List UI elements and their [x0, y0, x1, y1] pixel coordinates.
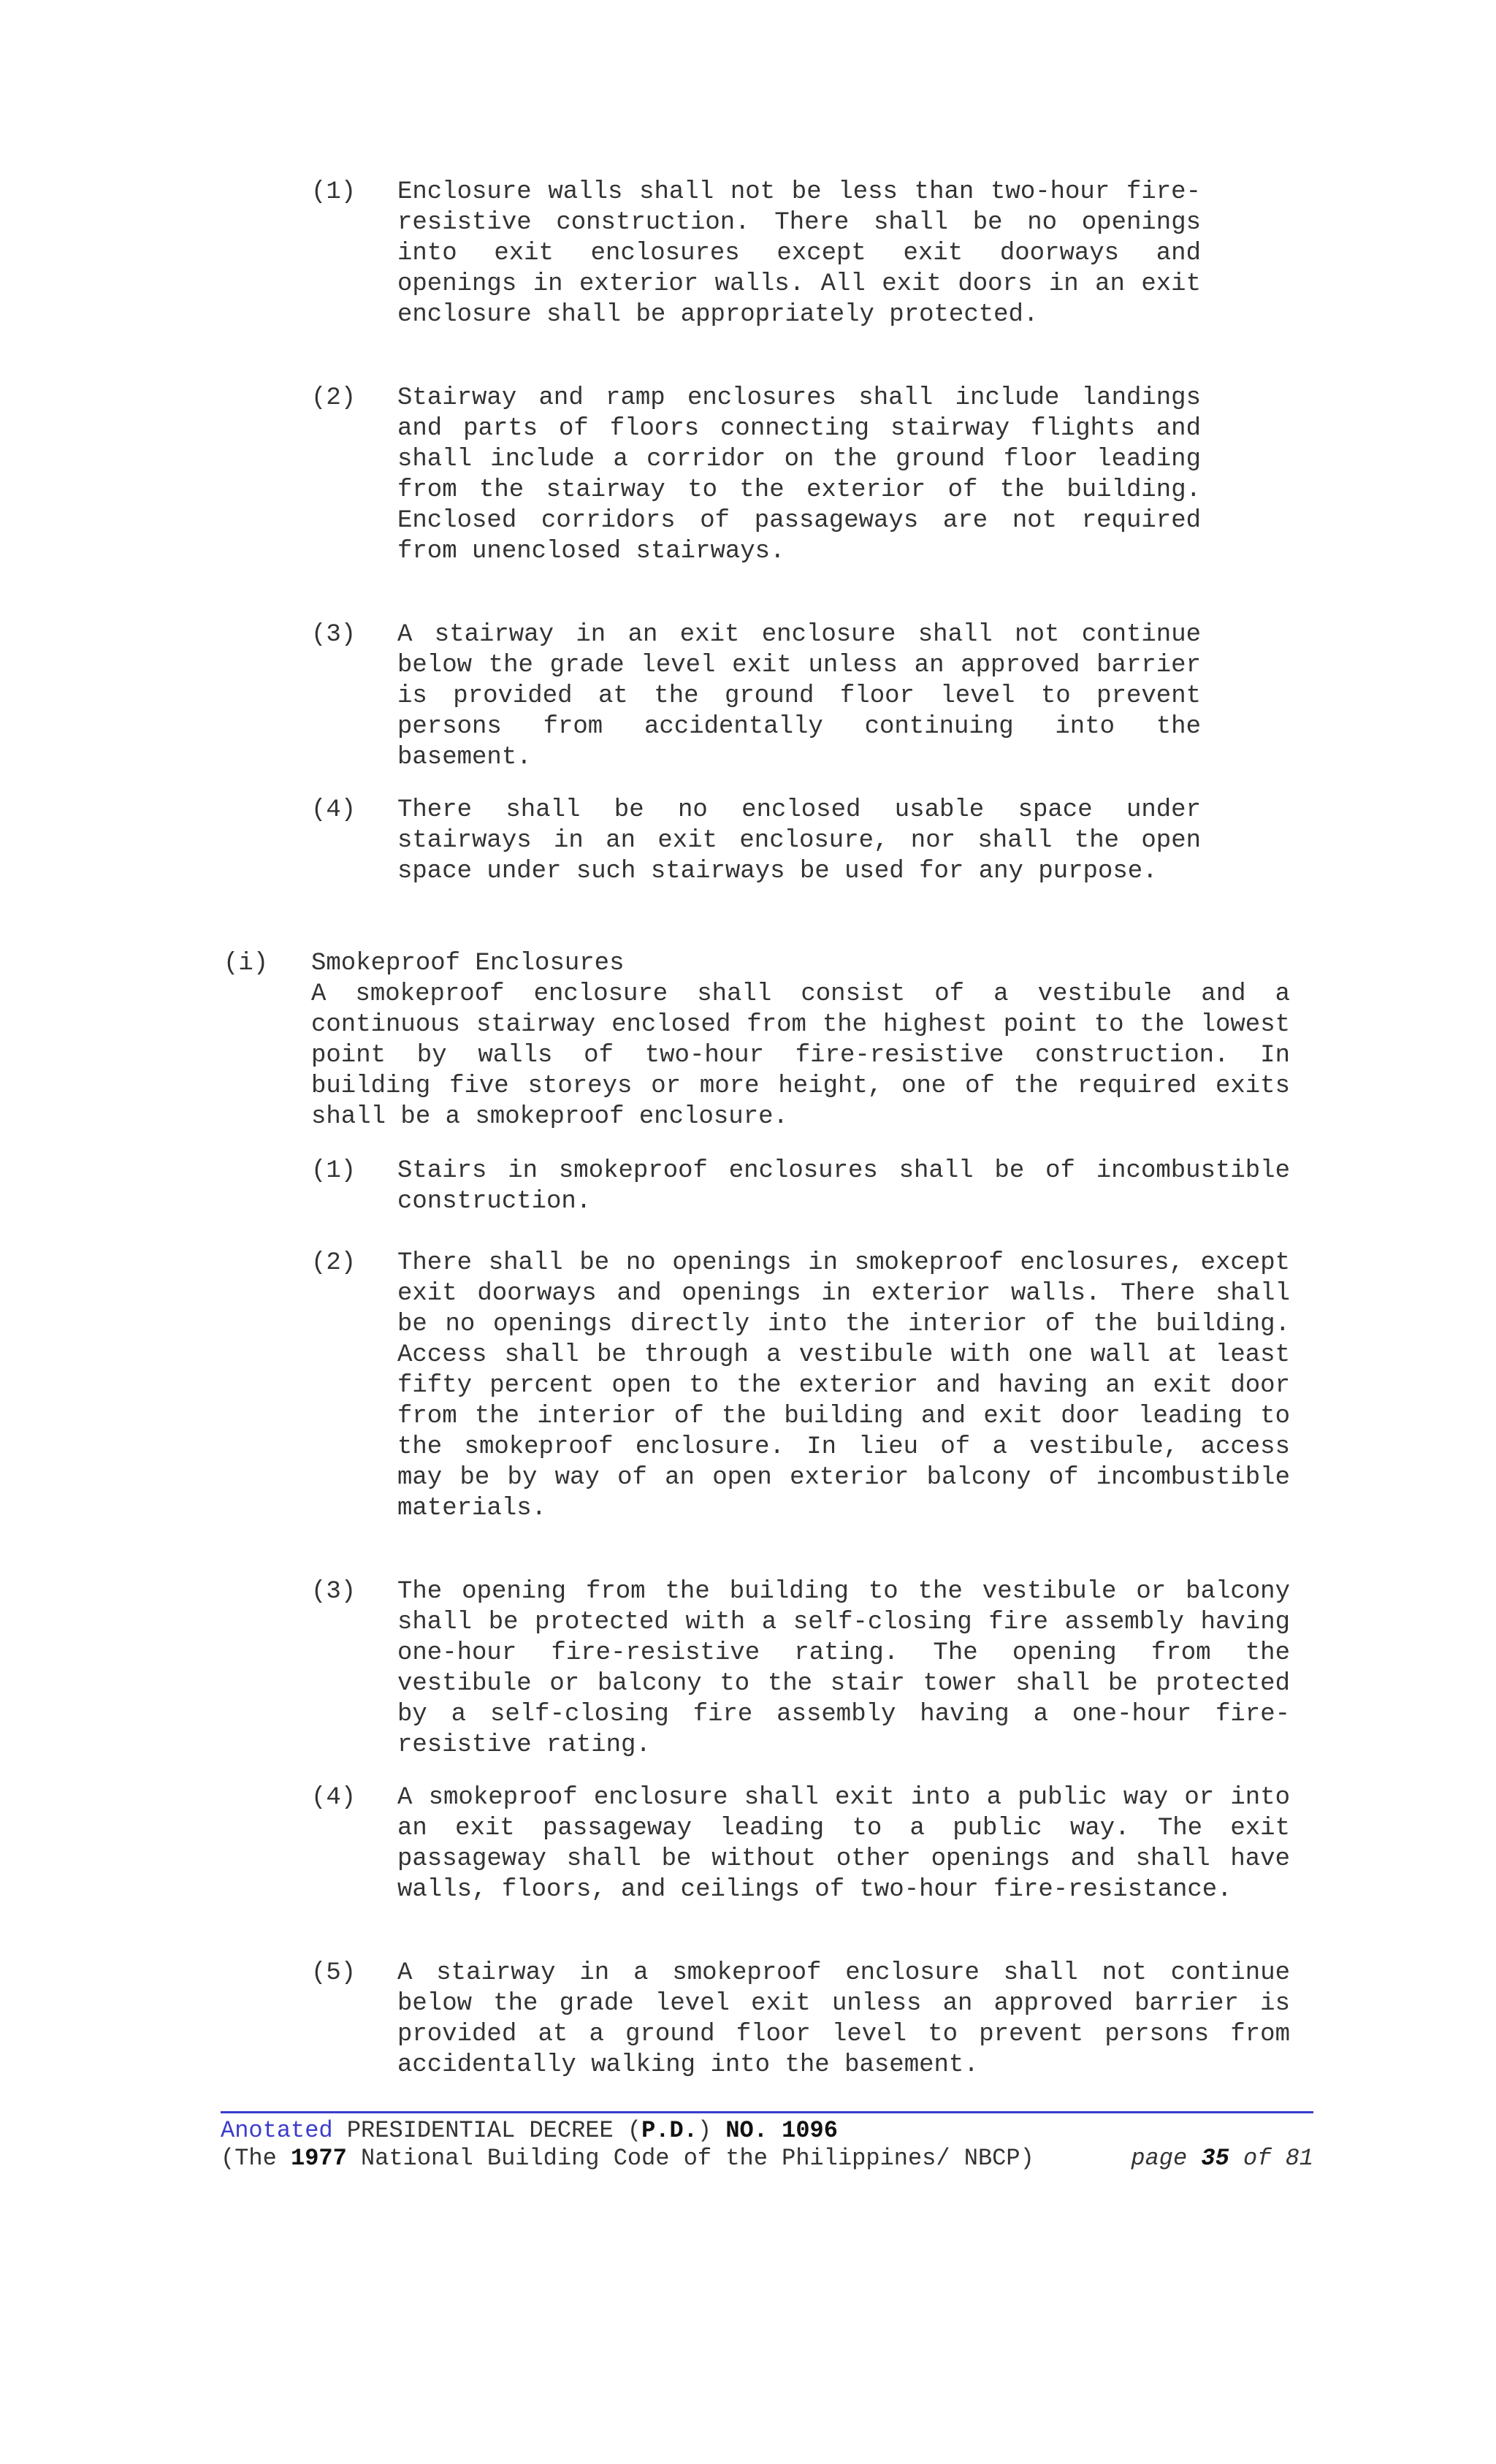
item-text: A smokeproof enclosure shall exit into a public way or into an exit passageway leading to a public way. The exit passageway shall be without other openings and shall have walls, floors, and ceilings of two-hour fire-resistance.: [397, 1784, 1290, 1904]
item-text: Stairway and ramp enclosures shall include landings and parts of floors connecting stairway flights and shall include a corridor on the ground floor leading from the stairway to the exterior of the building. Enclosed corridors of passageways are not required from unenclosed stairways.: [397, 384, 1201, 565]
item-text: A stairway in a smokeproof enclosure shall not continue below the grade level exit unless an approved barrier is provided at a ground floor level to prevent persons from accidentally walking into the basement.: [397, 1959, 1290, 2079]
section-smokeproof-enclosures: [224, 948, 1290, 1132]
page-number: 35: [1201, 2145, 1229, 2172]
list-item: [311, 1156, 1290, 1217]
section-text: A smokeproof enclosure shall consist of a vestibule and a continuous stairway enclosed from the highest point to the lowest point by walls of two-hour fire-resistive construction. In building five storeys or more height, one of the required exits shall be a smokeproof enclosure.: [311, 980, 1290, 1131]
list-item: [311, 1782, 1290, 1905]
list-item: [311, 619, 1201, 773]
list-item: [311, 1248, 1290, 1524]
footer-decree-number: NO. 1096: [725, 2117, 838, 2144]
list-item: [311, 1958, 1290, 2080]
footer-divider: [221, 2111, 1313, 2113]
item-number: (1): [311, 1157, 356, 1185]
footer-decree: PRESIDENTIAL DECREE (: [332, 2117, 642, 2144]
list-item: [311, 383, 1201, 567]
item-text: The opening from the building to the vestibule or balcony shall be protected with a self-closing fire assembly having one-hour fire-resistive rating. The opening from the vestibule or balcony to the stair tower shall be protected by a self-closing fire assembly having a one-hour fire-resistive rating.: [397, 1578, 1290, 1759]
list-item: [311, 795, 1201, 887]
item-number: (3): [311, 621, 356, 649]
footer-year: 1977: [291, 2145, 347, 2172]
item-text: There shall be no openings in smokeproof enclosures, except exit doorways and openings in exterior walls. There shall be no openings directly into the interior of the building. Access shall be through a vestibule with one wall at least fifty percent open to the exterior and having an exit door from the interior of the building and exit door leading to the smokeproof enclosure. In lieu of a vestibule, access may be by way of an open exterior balcony of incombustible materials.: [397, 1249, 1290, 1522]
item-number: (4): [311, 1784, 356, 1812]
item-number: (5): [311, 1959, 356, 1987]
section-number: (i): [224, 950, 269, 977]
footer-open: (The: [221, 2145, 291, 2172]
footer-code-name: National Building Code of the Philippines/ NBCP): [346, 2145, 1034, 2172]
footer-close: ): [697, 2117, 726, 2144]
footer-pd: P.D.: [641, 2117, 698, 2144]
item-number: (1): [311, 178, 356, 206]
item-text: Enclosure walls shall not be less than two-hour fire-resistive construction. There shall be no openings into exit enclosures except exit doorways and openings in exterior walls. All exit doors in an exit enclosure shall be appropriately protected.: [397, 178, 1201, 329]
item-number: (3): [311, 1578, 356, 1606]
section-heading: Smokeproof Enclosures: [311, 950, 625, 977]
page-total: of 81: [1229, 2145, 1313, 2172]
page-word: page: [1131, 2145, 1202, 2172]
list-item: [311, 1576, 1290, 1761]
footer-annotated: Anotated: [221, 2117, 333, 2144]
list-item: [311, 177, 1201, 330]
page-indicator: [1131, 2145, 1313, 2173]
item-text: A stairway in an exit enclosure shall not continue below the grade level exit unless an approved barrier is provided at the ground floor level to prevent persons from accidentally continuing into the basement.: [397, 621, 1201, 771]
item-number: (4): [311, 796, 356, 824]
item-number: (2): [311, 384, 356, 412]
item-number: (2): [311, 1249, 356, 1277]
footer-title: [221, 2117, 1313, 2145]
item-text: There shall be no enclosed usable space under stairways in an exit enclosure, nor shall the open space under such stairways be used for any purpose.: [397, 796, 1201, 885]
footer-subtitle: [221, 2145, 1313, 2173]
item-text: Stairs in smokeproof enclosures shall be of incombustible construction.: [397, 1157, 1290, 1216]
